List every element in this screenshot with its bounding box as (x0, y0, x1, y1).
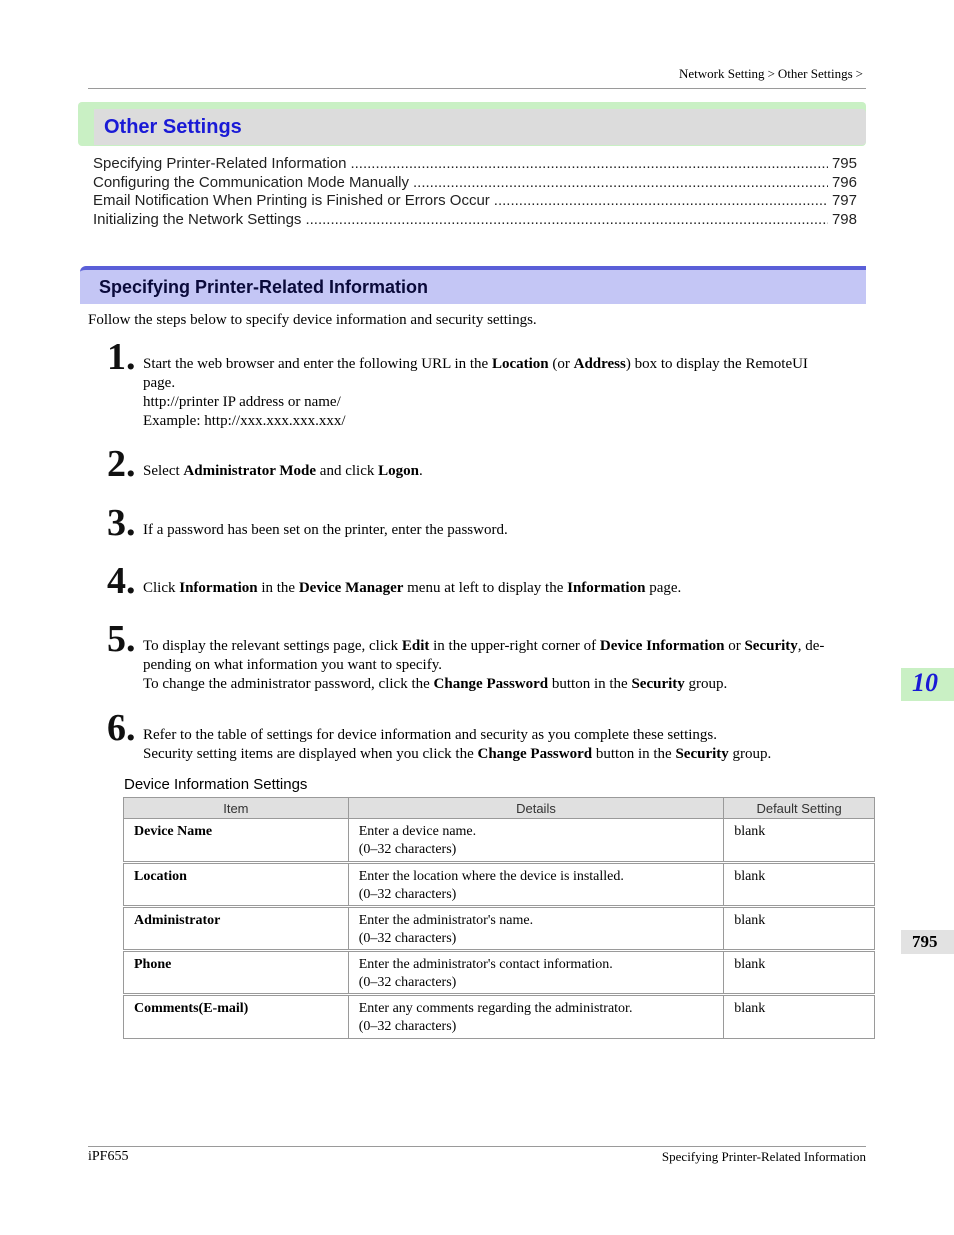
step-text-run: Click (143, 580, 180, 596)
step-text-run: Example: http://xxx.xxx.xxx.xxx/ (143, 413, 346, 429)
ui-term: Edit (401, 638, 430, 654)
step-text-run: in the (257, 580, 299, 596)
default-cell: blank (724, 951, 875, 995)
step-text-run: If a password has been set on the printer, enter the password. (143, 522, 508, 538)
page-number: 795 (912, 932, 938, 951)
item-cell: Device Name (124, 819, 349, 863)
details-cell (348, 995, 723, 1039)
footer-divider (88, 1146, 866, 1147)
table-row (124, 951, 875, 995)
toc-entry[interactable] (93, 174, 857, 193)
step-text-run: menu at left to display the (403, 580, 568, 596)
step-text-run: Security setting items are displayed when you click the (143, 746, 478, 762)
column-header: Default Setting (724, 798, 875, 819)
item-cell: Phone (124, 951, 349, 995)
table-caption: Device Information Settings (124, 776, 308, 793)
ui-term: Change Password (477, 746, 593, 762)
default-cell: blank (724, 863, 875, 907)
details-range: (0–32 characters) (358, 931, 457, 946)
step-text-run: Refer to the table of settings for device information and security as you complete these settings. (143, 727, 717, 743)
breadcrumb-item[interactable]: Network Setting (678, 66, 765, 81)
step-line (143, 355, 858, 374)
step-line (143, 462, 858, 481)
details-range: (0–32 characters) (358, 887, 457, 902)
item-cell: Location (124, 863, 349, 907)
details-text: Enter the administrator's name. (358, 913, 534, 928)
table-row (124, 819, 875, 863)
step-line (143, 412, 858, 431)
step-text (143, 521, 858, 540)
step-text-run: button in the (592, 746, 676, 762)
column-header: Item (124, 798, 349, 819)
toc-entry-label: Email Notification When Printing is Finished or Errors Occur (93, 192, 490, 209)
breadcrumb-separator: > (855, 66, 863, 81)
toc-entry-label: Configuring the Communication Mode Manually (93, 174, 409, 191)
details-range: (0–32 characters) (358, 842, 457, 857)
step-text-run: (or (548, 356, 574, 372)
footer-section: Specifying Printer-Related Information (661, 1149, 866, 1164)
step-line (143, 656, 858, 675)
breadcrumb (679, 66, 866, 82)
ui-term: Security (744, 638, 798, 654)
footer-model: iPF655 (88, 1149, 129, 1164)
step-text-run: ) box to display the RemoteUI (625, 356, 808, 372)
default-cell: blank (724, 907, 875, 951)
breadcrumb-separator: > (767, 66, 775, 81)
step-number: 3. (107, 502, 136, 544)
step-text-run: http://printer IP address or name/ (143, 394, 341, 410)
device-information-table (123, 797, 875, 1039)
toc-leader (305, 211, 828, 228)
ui-term: Device Manager (298, 580, 404, 596)
details-text: Enter the administrator's contact information. (358, 957, 613, 972)
step-text-run: , de- (797, 638, 825, 654)
step-line (143, 745, 858, 764)
toc-leader (494, 192, 828, 209)
details-text: Enter the location where the device is installed. (358, 869, 624, 884)
table-row (124, 995, 875, 1039)
ui-term: Device Information (599, 638, 725, 654)
toc-entry-page: 797 (831, 192, 857, 209)
step-number: 6. (107, 707, 136, 749)
ui-term: Security (631, 676, 685, 692)
breadcrumb-item[interactable]: Other Settings (777, 66, 853, 81)
step-text (143, 637, 858, 694)
step-text-run: page. (143, 375, 176, 391)
section-intro: Follow the steps below to specify device information and security settings. (88, 312, 537, 328)
section-title: Specifying Printer-Related Information (99, 277, 429, 297)
toc-entry-page: 798 (831, 211, 857, 228)
table-row (124, 863, 875, 907)
toc-entry[interactable] (93, 211, 857, 230)
default-cell: blank (724, 995, 875, 1039)
step-text-run: . (418, 463, 423, 479)
step-text-run: and click (316, 463, 379, 479)
step-line (143, 637, 858, 656)
toc-leader (350, 155, 828, 172)
step-text-run: or (724, 638, 745, 654)
ui-term: Administrator Mode (183, 463, 317, 479)
step-text-run: Select (143, 463, 184, 479)
step-number: 5. (107, 618, 136, 660)
step-text-run: To change the administrator password, click the (143, 676, 434, 692)
details-text: Enter a device name. (358, 824, 477, 839)
step-number: 4. (107, 560, 136, 602)
details-range: (0–32 characters) (358, 975, 457, 990)
step-line (143, 579, 858, 598)
ui-term: Address (573, 356, 626, 372)
details-cell (348, 907, 723, 951)
step-text-run: button in the (548, 676, 632, 692)
step-text (143, 579, 858, 598)
step-text-run: Start the web browser and enter the following URL in the (143, 356, 492, 372)
ui-term: Security (675, 746, 729, 762)
step-text-run: page. (645, 580, 682, 596)
step-text (143, 726, 858, 764)
ui-term: Logon (378, 463, 419, 479)
table-row (124, 907, 875, 951)
toc-entry-page: 796 (831, 174, 857, 191)
step-line (143, 374, 858, 393)
step-text-run: To display the relevant settings page, click (143, 638, 402, 654)
default-cell: blank (724, 819, 875, 863)
step-line (143, 726, 858, 745)
details-text: Enter any comments regarding the administrator. (358, 1001, 633, 1016)
step-line (143, 521, 858, 540)
item-cell: Comments(E-mail) (124, 995, 349, 1039)
toc-entry-label: Initializing the Network Settings (93, 211, 302, 228)
other-settings-title: Other Settings (104, 116, 242, 138)
toc-entry[interactable] (93, 192, 857, 211)
step-text (143, 355, 858, 431)
toc-entry-label: Specifying Printer-Related Information (93, 155, 347, 172)
step-text-run: group. (684, 676, 728, 692)
details-range: (0–32 characters) (358, 1019, 457, 1034)
ui-term: Change Password (433, 676, 549, 692)
step-number: 2. (107, 443, 136, 485)
ui-term: Information (179, 580, 258, 596)
details-cell (348, 863, 723, 907)
step-text-run: in the upper-right corner of (429, 638, 600, 654)
item-cell: Administrator (124, 907, 349, 951)
header-divider (88, 88, 866, 89)
details-cell (348, 951, 723, 995)
chapter-number: 10 (912, 668, 938, 697)
table-header-row (124, 798, 875, 819)
toc-leader (413, 174, 828, 191)
step-text (143, 462, 858, 481)
toc-entry-page: 795 (831, 155, 857, 172)
column-header: Details (348, 798, 723, 819)
toc-entry[interactable] (93, 155, 857, 174)
step-text-run: pending on what information you want to specify. (143, 657, 442, 673)
details-cell (348, 819, 723, 863)
step-text-run: group. (728, 746, 772, 762)
ui-term: Location (491, 356, 549, 372)
step-line (143, 675, 858, 694)
ui-term: Information (567, 580, 646, 596)
step-number: 1. (107, 336, 136, 378)
step-line (143, 393, 858, 412)
